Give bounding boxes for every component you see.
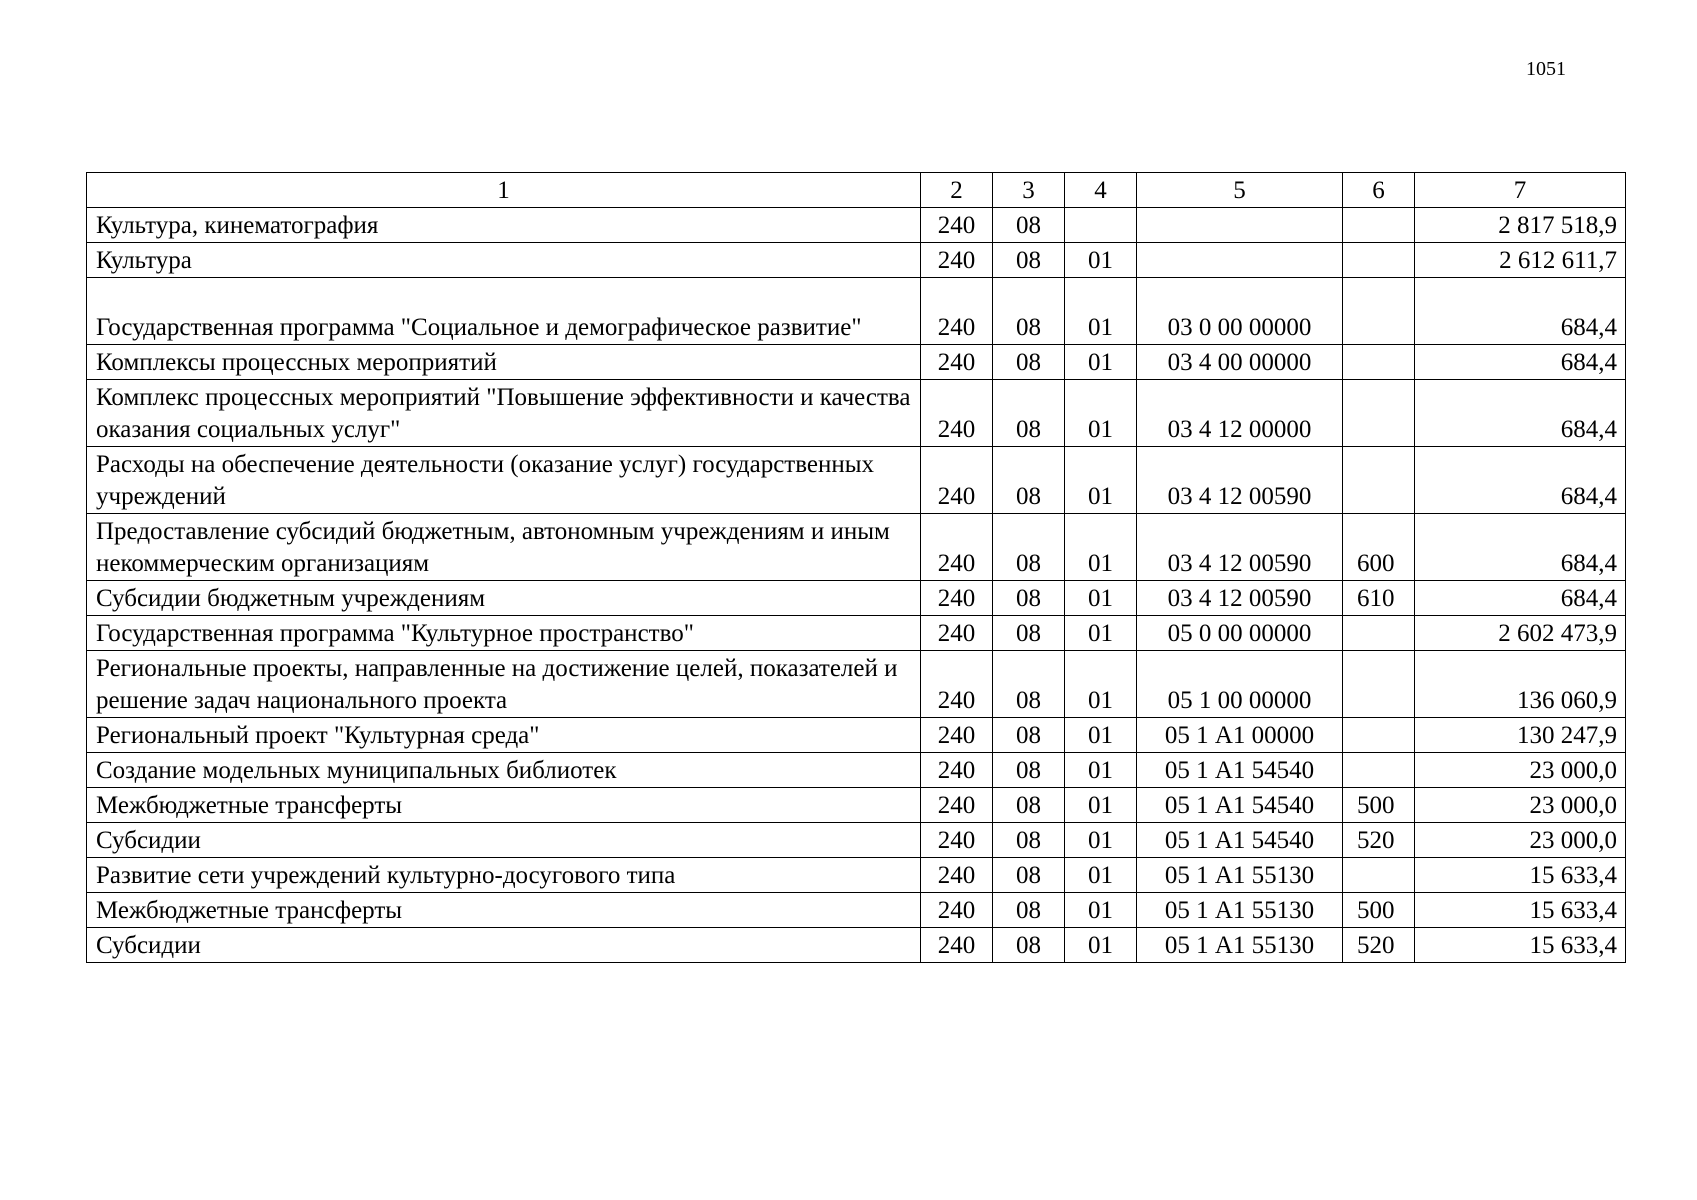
row-name-cell: Государственная программа "Социальное и демографическое развитие" [87, 278, 921, 345]
table-header [87, 173, 1626, 208]
row-col7-cell: 15 633,4 [1415, 893, 1626, 928]
row-name-cell: Субсидии [87, 928, 921, 963]
row-col2-cell: 240 [921, 858, 993, 893]
row-col4-cell: 01 [1065, 788, 1137, 823]
header-cell-4: 4 [1065, 173, 1137, 208]
row-col6-cell: 520 [1343, 823, 1415, 858]
row-col5-cell: 05 1 00 00000 [1137, 651, 1343, 718]
row-col6-cell [1343, 278, 1415, 345]
row-name-cell: Региональные проекты, направленные на достижение целей, показателей и решение задач национального проекта [87, 651, 921, 718]
budget-table [86, 172, 1626, 963]
row-name-cell: Межбюджетные трансферты [87, 893, 921, 928]
row-col7-cell: 23 000,0 [1415, 788, 1626, 823]
row-col5-cell: 05 1 А1 54540 [1137, 823, 1343, 858]
row-col4-cell: 01 [1065, 753, 1137, 788]
row-col7-cell: 2 612 611,7 [1415, 243, 1626, 278]
row-col7-cell: 684,4 [1415, 278, 1626, 345]
row-col5-cell: 05 1 А1 55130 [1137, 858, 1343, 893]
row-col2-cell: 240 [921, 447, 993, 514]
table-row [87, 581, 1626, 616]
row-name-cell: Комплексы процессных мероприятий [87, 345, 921, 380]
row-col3-cell: 08 [993, 243, 1065, 278]
row-col7-cell: 136 060,9 [1415, 651, 1626, 718]
row-col2-cell: 240 [921, 380, 993, 447]
row-col5-cell: 05 1 А1 55130 [1137, 928, 1343, 963]
row-col4-cell: 01 [1065, 581, 1137, 616]
row-col4-cell: 01 [1065, 380, 1137, 447]
table-row [87, 788, 1626, 823]
table-body [87, 208, 1626, 963]
row-col4-cell: 01 [1065, 858, 1137, 893]
row-col3-cell: 08 [993, 893, 1065, 928]
row-col2-cell: 240 [921, 718, 993, 753]
table-row [87, 243, 1626, 278]
row-col5-cell: 05 1 А1 54540 [1137, 788, 1343, 823]
row-col7-cell: 684,4 [1415, 447, 1626, 514]
row-col2-cell: 240 [921, 788, 993, 823]
row-col5-cell: 03 4 12 00590 [1137, 581, 1343, 616]
table-row [87, 616, 1626, 651]
row-col3-cell: 08 [993, 380, 1065, 447]
row-col7-cell: 130 247,9 [1415, 718, 1626, 753]
row-col2-cell: 240 [921, 514, 993, 581]
row-col4-cell: 01 [1065, 718, 1137, 753]
row-col5-cell: 03 0 00 00000 [1137, 278, 1343, 345]
row-col4-cell: 01 [1065, 447, 1137, 514]
row-col6-cell [1343, 208, 1415, 243]
table-row [87, 823, 1626, 858]
row-col6-cell [1343, 243, 1415, 278]
row-col3-cell: 08 [993, 753, 1065, 788]
header-cell-3: 3 [993, 173, 1065, 208]
row-col2-cell: 240 [921, 651, 993, 718]
row-col3-cell: 08 [993, 858, 1065, 893]
header-cell-2: 2 [921, 173, 993, 208]
row-name-cell: Комплекс процессных мероприятий "Повышение эффективности и качества оказания социальных услуг" [87, 380, 921, 447]
row-col6-cell [1343, 345, 1415, 380]
row-col7-cell: 23 000,0 [1415, 753, 1626, 788]
row-col6-cell [1343, 651, 1415, 718]
table-row [87, 447, 1626, 514]
row-name-cell: Субсидии бюджетным учреждениям [87, 581, 921, 616]
row-col2-cell: 240 [921, 208, 993, 243]
header-row [87, 173, 1626, 208]
row-col3-cell: 08 [993, 823, 1065, 858]
row-name-cell: Создание модельных муниципальных библиотек [87, 753, 921, 788]
row-col3-cell: 08 [993, 345, 1065, 380]
table-row [87, 514, 1626, 581]
row-col5-cell: 03 4 12 00590 [1137, 514, 1343, 581]
row-col6-cell: 500 [1343, 893, 1415, 928]
row-col6-cell: 520 [1343, 928, 1415, 963]
row-col6-cell [1343, 616, 1415, 651]
row-name-cell: Предоставление субсидий бюджетным, автономным учреждениям и иным некоммерческим организациям [87, 514, 921, 581]
row-col2-cell: 240 [921, 753, 993, 788]
row-col7-cell: 15 633,4 [1415, 858, 1626, 893]
row-col7-cell: 684,4 [1415, 345, 1626, 380]
row-col5-cell: 05 1 А1 55130 [1137, 893, 1343, 928]
row-col7-cell: 2 817 518,9 [1415, 208, 1626, 243]
row-col5-cell: 03 4 00 00000 [1137, 345, 1343, 380]
row-col4-cell: 01 [1065, 345, 1137, 380]
table-row [87, 893, 1626, 928]
row-name-cell: Субсидии [87, 823, 921, 858]
row-col2-cell: 240 [921, 345, 993, 380]
row-col5-cell: 05 1 А1 54540 [1137, 753, 1343, 788]
header-cell-1: 1 [87, 173, 921, 208]
row-col3-cell: 08 [993, 651, 1065, 718]
row-name-cell: Региональный проект "Культурная среда" [87, 718, 921, 753]
row-col2-cell: 240 [921, 893, 993, 928]
table-row [87, 278, 1626, 345]
row-name-cell: Межбюджетные трансферты [87, 788, 921, 823]
row-col5-cell [1137, 208, 1343, 243]
table-row [87, 858, 1626, 893]
table-row [87, 380, 1626, 447]
table-row [87, 651, 1626, 718]
row-col5-cell: 05 0 00 00000 [1137, 616, 1343, 651]
row-col7-cell: 2 602 473,9 [1415, 616, 1626, 651]
row-col4-cell: 01 [1065, 243, 1137, 278]
row-col6-cell: 500 [1343, 788, 1415, 823]
row-col4-cell: 01 [1065, 893, 1137, 928]
row-col6-cell: 610 [1343, 581, 1415, 616]
row-col2-cell: 240 [921, 278, 993, 345]
row-col3-cell: 08 [993, 514, 1065, 581]
row-col4-cell: 01 [1065, 823, 1137, 858]
row-name-cell: Культура, кинематография [87, 208, 921, 243]
row-col2-cell: 240 [921, 928, 993, 963]
row-col3-cell: 08 [993, 788, 1065, 823]
row-col2-cell: 240 [921, 823, 993, 858]
header-cell-5: 5 [1137, 173, 1343, 208]
header-cell-7: 7 [1415, 173, 1626, 208]
row-col3-cell: 08 [993, 278, 1065, 345]
row-col6-cell [1343, 447, 1415, 514]
row-col2-cell: 240 [921, 243, 993, 278]
row-col4-cell: 01 [1065, 616, 1137, 651]
row-col6-cell [1343, 718, 1415, 753]
row-col3-cell: 08 [993, 447, 1065, 514]
row-col4-cell: 01 [1065, 514, 1137, 581]
row-name-cell: Расходы на обеспечение деятельности (оказание услуг) государственных учреждений [87, 447, 921, 514]
table-row [87, 753, 1626, 788]
row-col5-cell: 03 4 12 00590 [1137, 447, 1343, 514]
row-col7-cell: 684,4 [1415, 581, 1626, 616]
row-col6-cell: 600 [1343, 514, 1415, 581]
row-col6-cell [1343, 753, 1415, 788]
row-name-cell: Культура [87, 243, 921, 278]
row-name-cell: Государственная программа "Культурное пространство" [87, 616, 921, 651]
table-row [87, 718, 1626, 753]
row-col4-cell [1065, 208, 1137, 243]
row-col2-cell: 240 [921, 581, 993, 616]
row-col3-cell: 08 [993, 718, 1065, 753]
row-col3-cell: 08 [993, 581, 1065, 616]
page-number: 1051 [1526, 58, 1566, 80]
row-col4-cell: 01 [1065, 278, 1137, 345]
row-col3-cell: 08 [993, 616, 1065, 651]
row-col7-cell: 684,4 [1415, 380, 1626, 447]
row-col4-cell: 01 [1065, 928, 1137, 963]
table-row [87, 928, 1626, 963]
table-row [87, 345, 1626, 380]
row-col5-cell: 05 1 А1 00000 [1137, 718, 1343, 753]
row-col3-cell: 08 [993, 208, 1065, 243]
row-col4-cell: 01 [1065, 651, 1137, 718]
row-col7-cell: 23 000,0 [1415, 823, 1626, 858]
row-col6-cell [1343, 380, 1415, 447]
row-col2-cell: 240 [921, 616, 993, 651]
row-col3-cell: 08 [993, 928, 1065, 963]
row-col5-cell: 03 4 12 00000 [1137, 380, 1343, 447]
row-col6-cell [1343, 858, 1415, 893]
row-col7-cell: 15 633,4 [1415, 928, 1626, 963]
row-col7-cell: 684,4 [1415, 514, 1626, 581]
row-name-cell: Развитие сети учреждений культурно-досугового типа [87, 858, 921, 893]
table-row [87, 208, 1626, 243]
row-col5-cell [1137, 243, 1343, 278]
header-cell-6: 6 [1343, 173, 1415, 208]
